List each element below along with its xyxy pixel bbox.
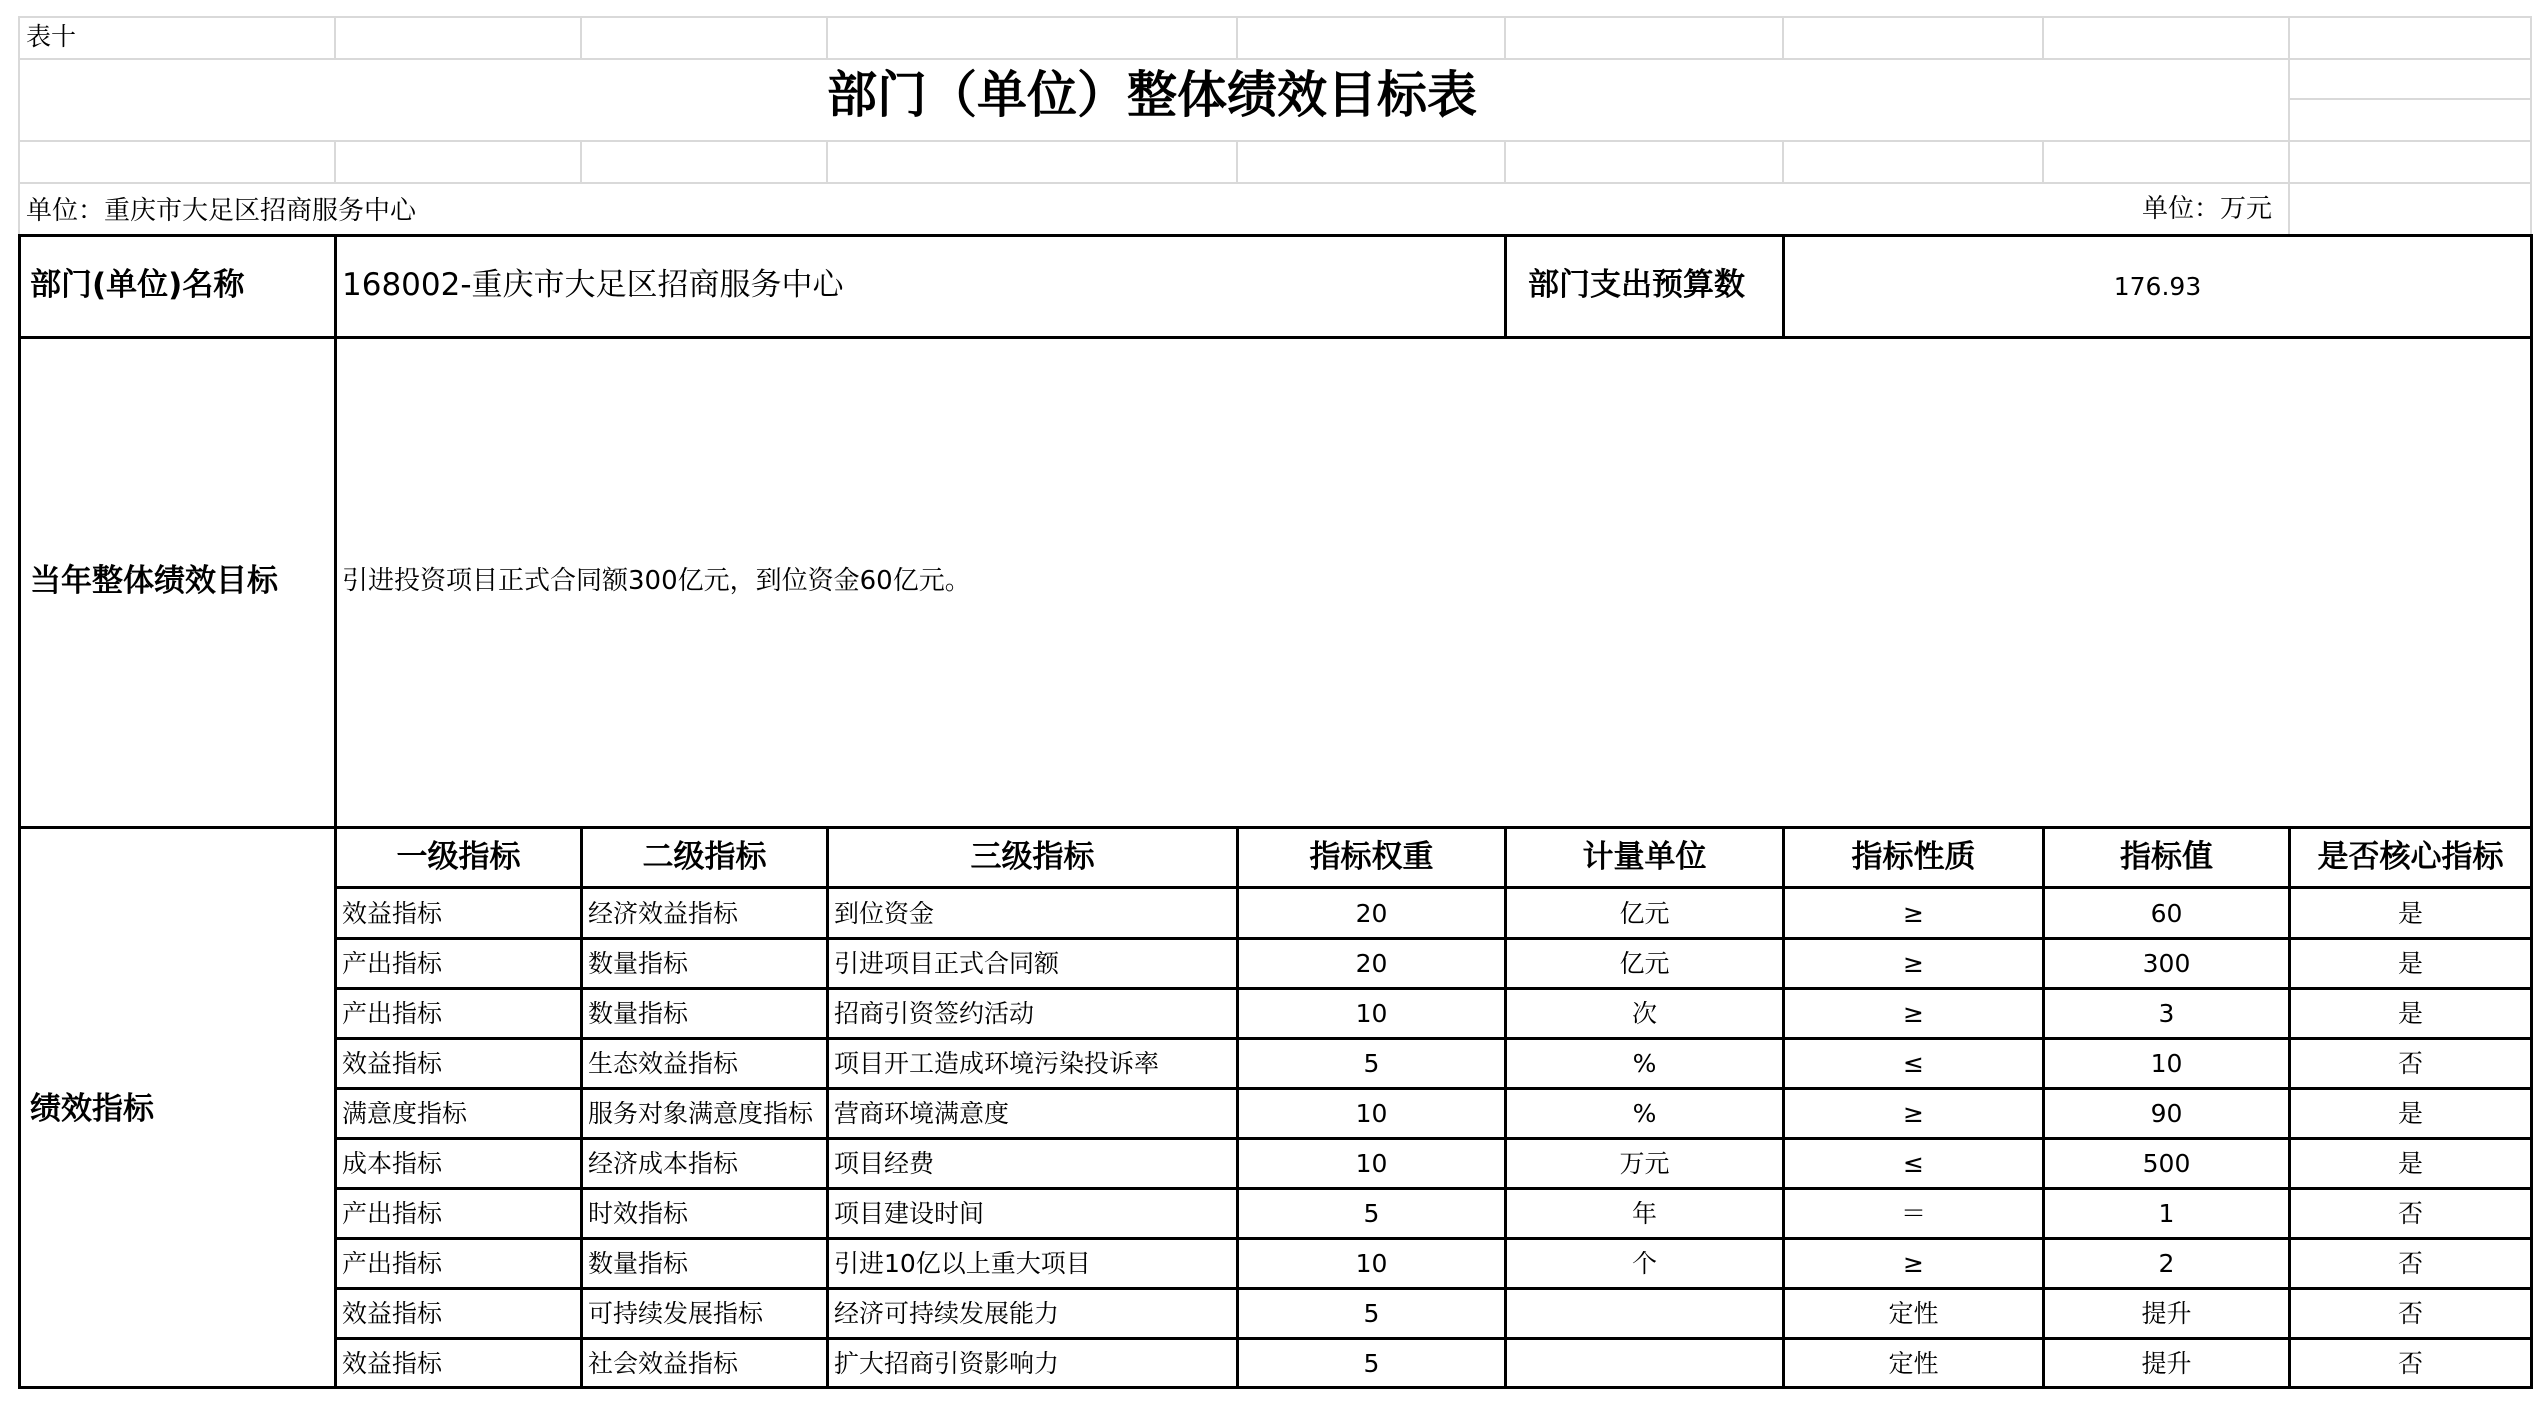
cell-level3: 项目开工造成环境污染投诉率: [834, 1051, 1160, 1076]
border-line: [334, 1337, 2532, 1340]
cell-unit: 年: [1631, 1201, 1657, 1226]
grid-line: [2042, 16, 2044, 58]
cell-level2: 生态效益指标: [588, 1051, 739, 1076]
grid-line: [1504, 16, 1506, 58]
cell-core: 是: [2397, 901, 2423, 926]
cell-core: 是: [2397, 951, 2423, 976]
border-line: [334, 987, 2532, 990]
border-line: [334, 1287, 2532, 1290]
cell-level2: 经济效益指标: [588, 901, 739, 926]
cell-core: 否: [2397, 1251, 2423, 1276]
goal-text: 引进投资项目正式合同额300亿元，到位资金60亿元。: [342, 566, 971, 596]
cell-unit: 亿元: [1619, 901, 1670, 926]
cell-level3: 招商引资签约活动: [834, 1001, 1035, 1026]
grid-line: [1236, 16, 1238, 58]
dept-name-value: 168002-重庆市大足区招商服务中心: [342, 267, 844, 303]
cell-level1: 效益指标: [342, 901, 443, 926]
header-weight: 指标权重: [1309, 839, 1434, 875]
cell-value: 90: [2150, 1101, 2183, 1126]
grid-line: [334, 16, 336, 58]
cell-value: 10: [2150, 1051, 2183, 1076]
cell-unit: %: [1632, 1051, 1657, 1076]
cell-level3: 引进项目正式合同额: [834, 951, 1060, 976]
header-level3: 三级指标: [970, 839, 1095, 875]
cell-level2: 社会效益指标: [588, 1351, 739, 1376]
cell-nature: ＝: [1900, 1201, 1926, 1226]
cell-core: 否: [2397, 1201, 2423, 1226]
border-line: [334, 886, 2532, 889]
cell-nature: ≥: [1903, 901, 1924, 926]
cell-weight: 10: [1355, 1151, 1388, 1176]
grid-line: [2288, 16, 2290, 236]
cell-value: 1: [2158, 1201, 2175, 1226]
grid-line: [2530, 16, 2532, 236]
cell-level1: 成本指标: [342, 1151, 443, 1176]
grid-line: [1782, 16, 1784, 58]
cell-core: 是: [2397, 1101, 2423, 1126]
cell-level2: 可持续发展指标: [588, 1301, 764, 1326]
cell-level2: 服务对象满意度指标: [588, 1101, 814, 1126]
grid-line: [18, 182, 2530, 184]
cell-value: 500: [2142, 1151, 2191, 1176]
border-line: [18, 1386, 2532, 1389]
cell-nature: ≥: [1903, 1101, 1924, 1126]
cell-level1: 效益指标: [342, 1351, 443, 1376]
grid-line: [18, 16, 20, 236]
cell-weight: 10: [1355, 1251, 1388, 1276]
cell-unit: 个: [1631, 1251, 1657, 1276]
cell-nature: ≥: [1903, 1251, 1924, 1276]
cell-unit: 亿元: [1619, 951, 1670, 976]
cell-level3: 营商环境满意度: [834, 1101, 1010, 1126]
cell-level3: 经济可持续发展能力: [834, 1301, 1060, 1326]
border-line: [334, 1237, 2532, 1240]
cell-nature: 定性: [1888, 1351, 1939, 1376]
cell-level3: 到位资金: [834, 901, 935, 926]
header-unit: 计量单位: [1582, 839, 1707, 875]
border-line: [18, 234, 2532, 237]
cell-level3: 项目建设时间: [834, 1201, 985, 1226]
cell-level1: 产出指标: [342, 951, 443, 976]
dept-name-label: 部门(单位)名称: [30, 267, 245, 303]
goal-label: 当年整体绩效目标: [30, 563, 278, 599]
header-level2: 二级指标: [642, 839, 767, 875]
indicators-section-label: 绩效指标: [30, 1091, 154, 1127]
cell-level1: 效益指标: [342, 1301, 443, 1326]
unit-label: 单位：重庆市大足区招商服务中心: [26, 196, 417, 226]
header-level1: 一级指标: [396, 839, 521, 875]
cell-core: 是: [2397, 1001, 2423, 1026]
border-line: [826, 826, 829, 1389]
border-line: [580, 826, 583, 1389]
budget-label: 部门支出预算数: [1528, 267, 1745, 303]
cell-core: 否: [2397, 1051, 2423, 1076]
grid-line: [334, 140, 336, 182]
border-line: [18, 234, 21, 1389]
amount-unit-label: 单位：万元: [2142, 194, 2273, 224]
cell-level3: 项目经费: [834, 1151, 935, 1176]
sheet-label: 表十: [26, 22, 77, 51]
grid-line: [18, 58, 2530, 60]
cell-level1: 产出指标: [342, 1201, 443, 1226]
cell-weight: 20: [1355, 901, 1388, 926]
cell-nature: 定性: [1888, 1301, 1939, 1326]
cell-weight: 5: [1363, 1351, 1380, 1376]
cell-level1: 产出指标: [342, 1001, 443, 1026]
grid-line: [2042, 140, 2044, 182]
cell-value: 提升: [2141, 1351, 2192, 1376]
border-line: [334, 1037, 2532, 1040]
cell-level1: 效益指标: [342, 1051, 443, 1076]
cell-nature: ≥: [1903, 951, 1924, 976]
cell-nature: ≤: [1903, 1151, 1924, 1176]
grid-line: [580, 140, 582, 182]
cell-value: 3: [2158, 1001, 2175, 1026]
border-line: [18, 336, 2532, 339]
cell-level2: 时效指标: [588, 1201, 689, 1226]
budget-value: 176.93: [2113, 272, 2202, 301]
cell-level3: 引进10亿以上重大项目: [834, 1251, 1091, 1276]
border-line: [18, 826, 2532, 829]
cell-weight: 10: [1355, 1101, 1388, 1126]
cell-weight: 20: [1355, 951, 1388, 976]
grid-line: [18, 16, 2530, 18]
cell-level2: 数量指标: [588, 1251, 689, 1276]
grid-line: [826, 16, 828, 58]
cell-level2: 数量指标: [588, 1001, 689, 1026]
cell-weight: 10: [1355, 1001, 1388, 1026]
grid-line: [1504, 140, 1506, 182]
border-line: [334, 234, 337, 1389]
grid-line: [826, 140, 828, 182]
grid-line: [580, 16, 582, 58]
cell-level2: 数量指标: [588, 951, 689, 976]
cell-value: 2: [2158, 1251, 2175, 1276]
cell-weight: 5: [1363, 1051, 1380, 1076]
border-line: [334, 937, 2532, 940]
cell-core: 是: [2397, 1151, 2423, 1176]
cell-unit: 万元: [1619, 1151, 1670, 1176]
page-title: 部门（单位）整体绩效目标表: [827, 66, 1477, 124]
border-line: [334, 1187, 2532, 1190]
border-line: [1504, 234, 1507, 338]
border-line: [334, 1087, 2532, 1090]
cell-core: 否: [2397, 1351, 2423, 1376]
cell-value: 60: [2150, 901, 2183, 926]
cell-level3: 扩大招商引资影响力: [834, 1351, 1060, 1376]
grid-line: [18, 140, 2530, 142]
grid-line: [1782, 140, 1784, 182]
cell-unit: %: [1632, 1101, 1657, 1126]
cell-level1: 产出指标: [342, 1251, 443, 1276]
cell-nature: ≤: [1903, 1051, 1924, 1076]
border-line: [334, 1137, 2532, 1140]
cell-weight: 5: [1363, 1301, 1380, 1326]
header-value: 指标值: [2120, 839, 2213, 875]
cell-core: 否: [2397, 1301, 2423, 1326]
grid-line: [1236, 140, 1238, 182]
cell-weight: 5: [1363, 1201, 1380, 1226]
cell-level2: 经济成本指标: [588, 1151, 739, 1176]
grid-line: [2288, 98, 2530, 100]
cell-nature: ≥: [1903, 1001, 1924, 1026]
cell-unit: 次: [1631, 1001, 1657, 1026]
cell-level1: 满意度指标: [342, 1101, 468, 1126]
border-line: [2530, 234, 2533, 1389]
cell-value: 提升: [2141, 1301, 2192, 1326]
header-nature: 指标性质: [1851, 839, 1976, 875]
cell-value: 300: [2142, 951, 2191, 976]
header-core: 是否核心指标: [2317, 839, 2504, 875]
